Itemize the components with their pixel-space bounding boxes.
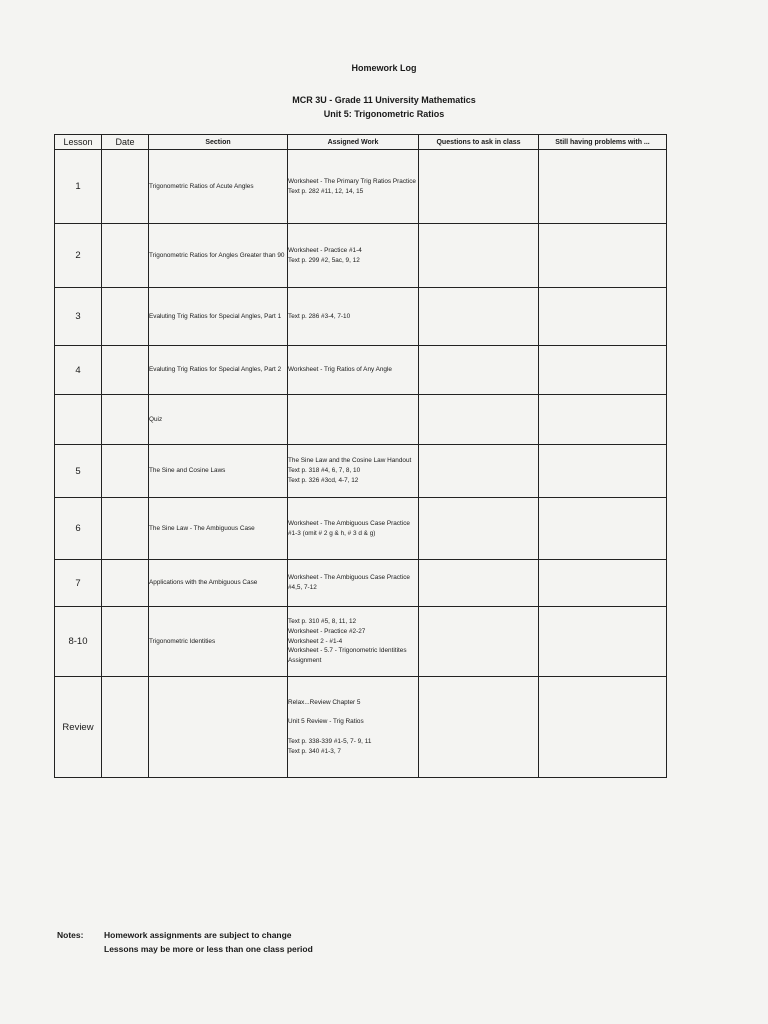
- assigned-work-cell: [288, 560, 419, 607]
- questions-cell[interactable]: [419, 224, 539, 288]
- table-header-row: [55, 135, 667, 150]
- section-cell: The Sine Law - The Ambiguous Case: [149, 498, 288, 560]
- assigned-work-line: Worksheet - Practice #2-27: [288, 627, 366, 635]
- column-header-date: Date: [102, 135, 149, 150]
- notes-lines: [104, 928, 404, 956]
- document-title: Homework Log: [351, 63, 417, 73]
- date-cell: [102, 224, 149, 288]
- lesson-cell: [55, 395, 102, 445]
- date-cell: [102, 607, 149, 677]
- assigned-work-line: Worksheet - The Ambiguous Case Practice #1-3 (omit # 2 g & h, # 3 d & g): [288, 519, 410, 537]
- table-row: [55, 560, 667, 607]
- assigned-work-cell: [288, 395, 419, 445]
- questions-cell[interactable]: [419, 445, 539, 498]
- questions-cell[interactable]: [419, 607, 539, 677]
- lesson-cell: Review: [55, 677, 102, 778]
- column-header-lesson: Lesson: [55, 135, 102, 150]
- assigned-work-line: Worksheet - 5.7 - Trigonometric Identitites Assignment: [288, 647, 407, 665]
- lesson-cell: 2: [55, 224, 102, 288]
- assigned-work-cell: [288, 445, 419, 498]
- questions-cell[interactable]: [419, 288, 539, 346]
- assigned-work-line: Worksheet - Trig Ratios of Any Angle: [288, 366, 392, 374]
- problems-cell[interactable]: [539, 224, 667, 288]
- lesson-cell: 8-10: [55, 607, 102, 677]
- assigned-work-cell: [288, 607, 419, 677]
- assigned-work-line: Text p. 338-339 #1-5, 7- 9, 11: [288, 737, 372, 745]
- section-cell: Evaluting Trig Ratios for Special Angles, Part 1: [149, 288, 288, 346]
- column-header-assigned-work: Assigned Work: [288, 135, 419, 150]
- table-body: [55, 150, 667, 778]
- assigned-work-line: Text p. 318 #4, 6, 7, 8, 10: [288, 467, 361, 475]
- questions-cell[interactable]: [419, 346, 539, 395]
- course-title: MCR 3U - Grade 11 University Mathematics: [292, 95, 476, 105]
- assigned-work-line: [288, 727, 418, 737]
- assigned-work-cell: [288, 498, 419, 560]
- assigned-work-cell: [288, 346, 419, 395]
- assigned-work-line: Text p. 326 #3cd, 4-7, 12: [288, 476, 359, 484]
- lesson-cell: 5: [55, 445, 102, 498]
- date-cell: [102, 395, 149, 445]
- questions-cell[interactable]: [419, 677, 539, 778]
- assigned-work-cell: [288, 224, 419, 288]
- column-header-problems: Still having problems with ...: [539, 135, 667, 150]
- column-header-questions: Questions to ask in class: [419, 135, 539, 150]
- lesson-cell: 6: [55, 498, 102, 560]
- problems-cell[interactable]: [539, 395, 667, 445]
- lesson-cell: 4: [55, 346, 102, 395]
- date-cell: [102, 498, 149, 560]
- questions-cell[interactable]: [419, 150, 539, 224]
- lesson-cell: 1: [55, 150, 102, 224]
- problems-cell[interactable]: [539, 607, 667, 677]
- date-cell: [102, 346, 149, 395]
- column-header-section: Section: [149, 135, 288, 150]
- questions-cell[interactable]: [419, 560, 539, 607]
- assigned-work-cell: [288, 150, 419, 224]
- table-row: [55, 346, 667, 395]
- date-cell: [102, 288, 149, 346]
- table-row: [55, 445, 667, 498]
- problems-cell[interactable]: [539, 150, 667, 224]
- problems-cell[interactable]: [539, 560, 667, 607]
- table-row: [55, 288, 667, 346]
- table-row: [55, 395, 667, 445]
- date-cell: [102, 677, 149, 778]
- table-row: [55, 224, 667, 288]
- problems-cell[interactable]: [539, 445, 667, 498]
- section-cell: Trigonometric Ratios for Angles Greater than 90: [149, 224, 288, 288]
- assigned-work-line: Text p. 340 #1-3, 7: [288, 747, 341, 755]
- assigned-work-line: Worksheet - Practice #1-4: [288, 246, 362, 254]
- problems-cell[interactable]: [539, 288, 667, 346]
- assigned-work-line: Text p. 310 #5, 8, 11, 12: [288, 618, 357, 625]
- problems-cell[interactable]: [539, 346, 667, 395]
- section-cell: The Sine and Cosine Laws: [149, 445, 288, 498]
- date-cell: [102, 445, 149, 498]
- table-row: [55, 677, 667, 778]
- section-cell: Trigonometric Ratios of Acute Angles: [149, 150, 288, 224]
- assigned-work-line: Worksheet - The Primary Trig Ratios Practice: [288, 177, 416, 185]
- section-cell: Evaluting Trig Ratios for Special Angles, Part 2: [149, 346, 288, 395]
- notes-label: Notes:: [57, 930, 84, 940]
- section-cell: Applications with the Ambiguous Case: [149, 560, 288, 607]
- section-cell: Quiz: [149, 395, 288, 445]
- assigned-work-line: Text p. 286 #3-4, 7-10: [288, 312, 351, 320]
- assigned-work-line: [288, 707, 418, 717]
- section-cell: [149, 677, 288, 778]
- assigned-work-line: Unit 5 Review - Trig Ratios: [288, 718, 364, 726]
- questions-cell[interactable]: [419, 498, 539, 560]
- problems-cell[interactable]: [539, 677, 667, 778]
- assigned-work-cell: [288, 288, 419, 346]
- homework-log-table: [54, 134, 667, 778]
- assigned-work-line: Relax...Review Chapter 5: [288, 698, 361, 706]
- table-row: [55, 607, 667, 677]
- assigned-work-line: Text p. 299 #2, 5ac, 9, 12: [288, 256, 360, 264]
- date-cell: [102, 560, 149, 607]
- table-row: [55, 150, 667, 224]
- assigned-work-line: Worksheet - The Ambiguous Case Practice #4,5, 7-12: [288, 574, 410, 591]
- assigned-work-cell: [288, 677, 419, 778]
- assigned-work-line: The Sine Law and the Cosine Law Handout: [288, 457, 412, 465]
- problems-cell[interactable]: [539, 498, 667, 560]
- lesson-cell: 7: [55, 560, 102, 607]
- note-line: Lessons may be more or less than one class period: [104, 944, 313, 954]
- table-row: [55, 498, 667, 560]
- date-cell: [102, 150, 149, 224]
- assigned-work-line: Worksheet 2 - #1-4: [288, 637, 343, 645]
- note-line: Homework assignments are subject to change: [104, 930, 292, 940]
- section-cell: Trigonometric Identities: [149, 607, 288, 677]
- lesson-cell: 3: [55, 288, 102, 346]
- assigned-work-line: Text p. 282 #11, 12, 14, 15: [288, 187, 364, 195]
- unit-title: Unit 5: Trigonometric Ratios: [323, 109, 445, 119]
- questions-cell[interactable]: [419, 395, 539, 445]
